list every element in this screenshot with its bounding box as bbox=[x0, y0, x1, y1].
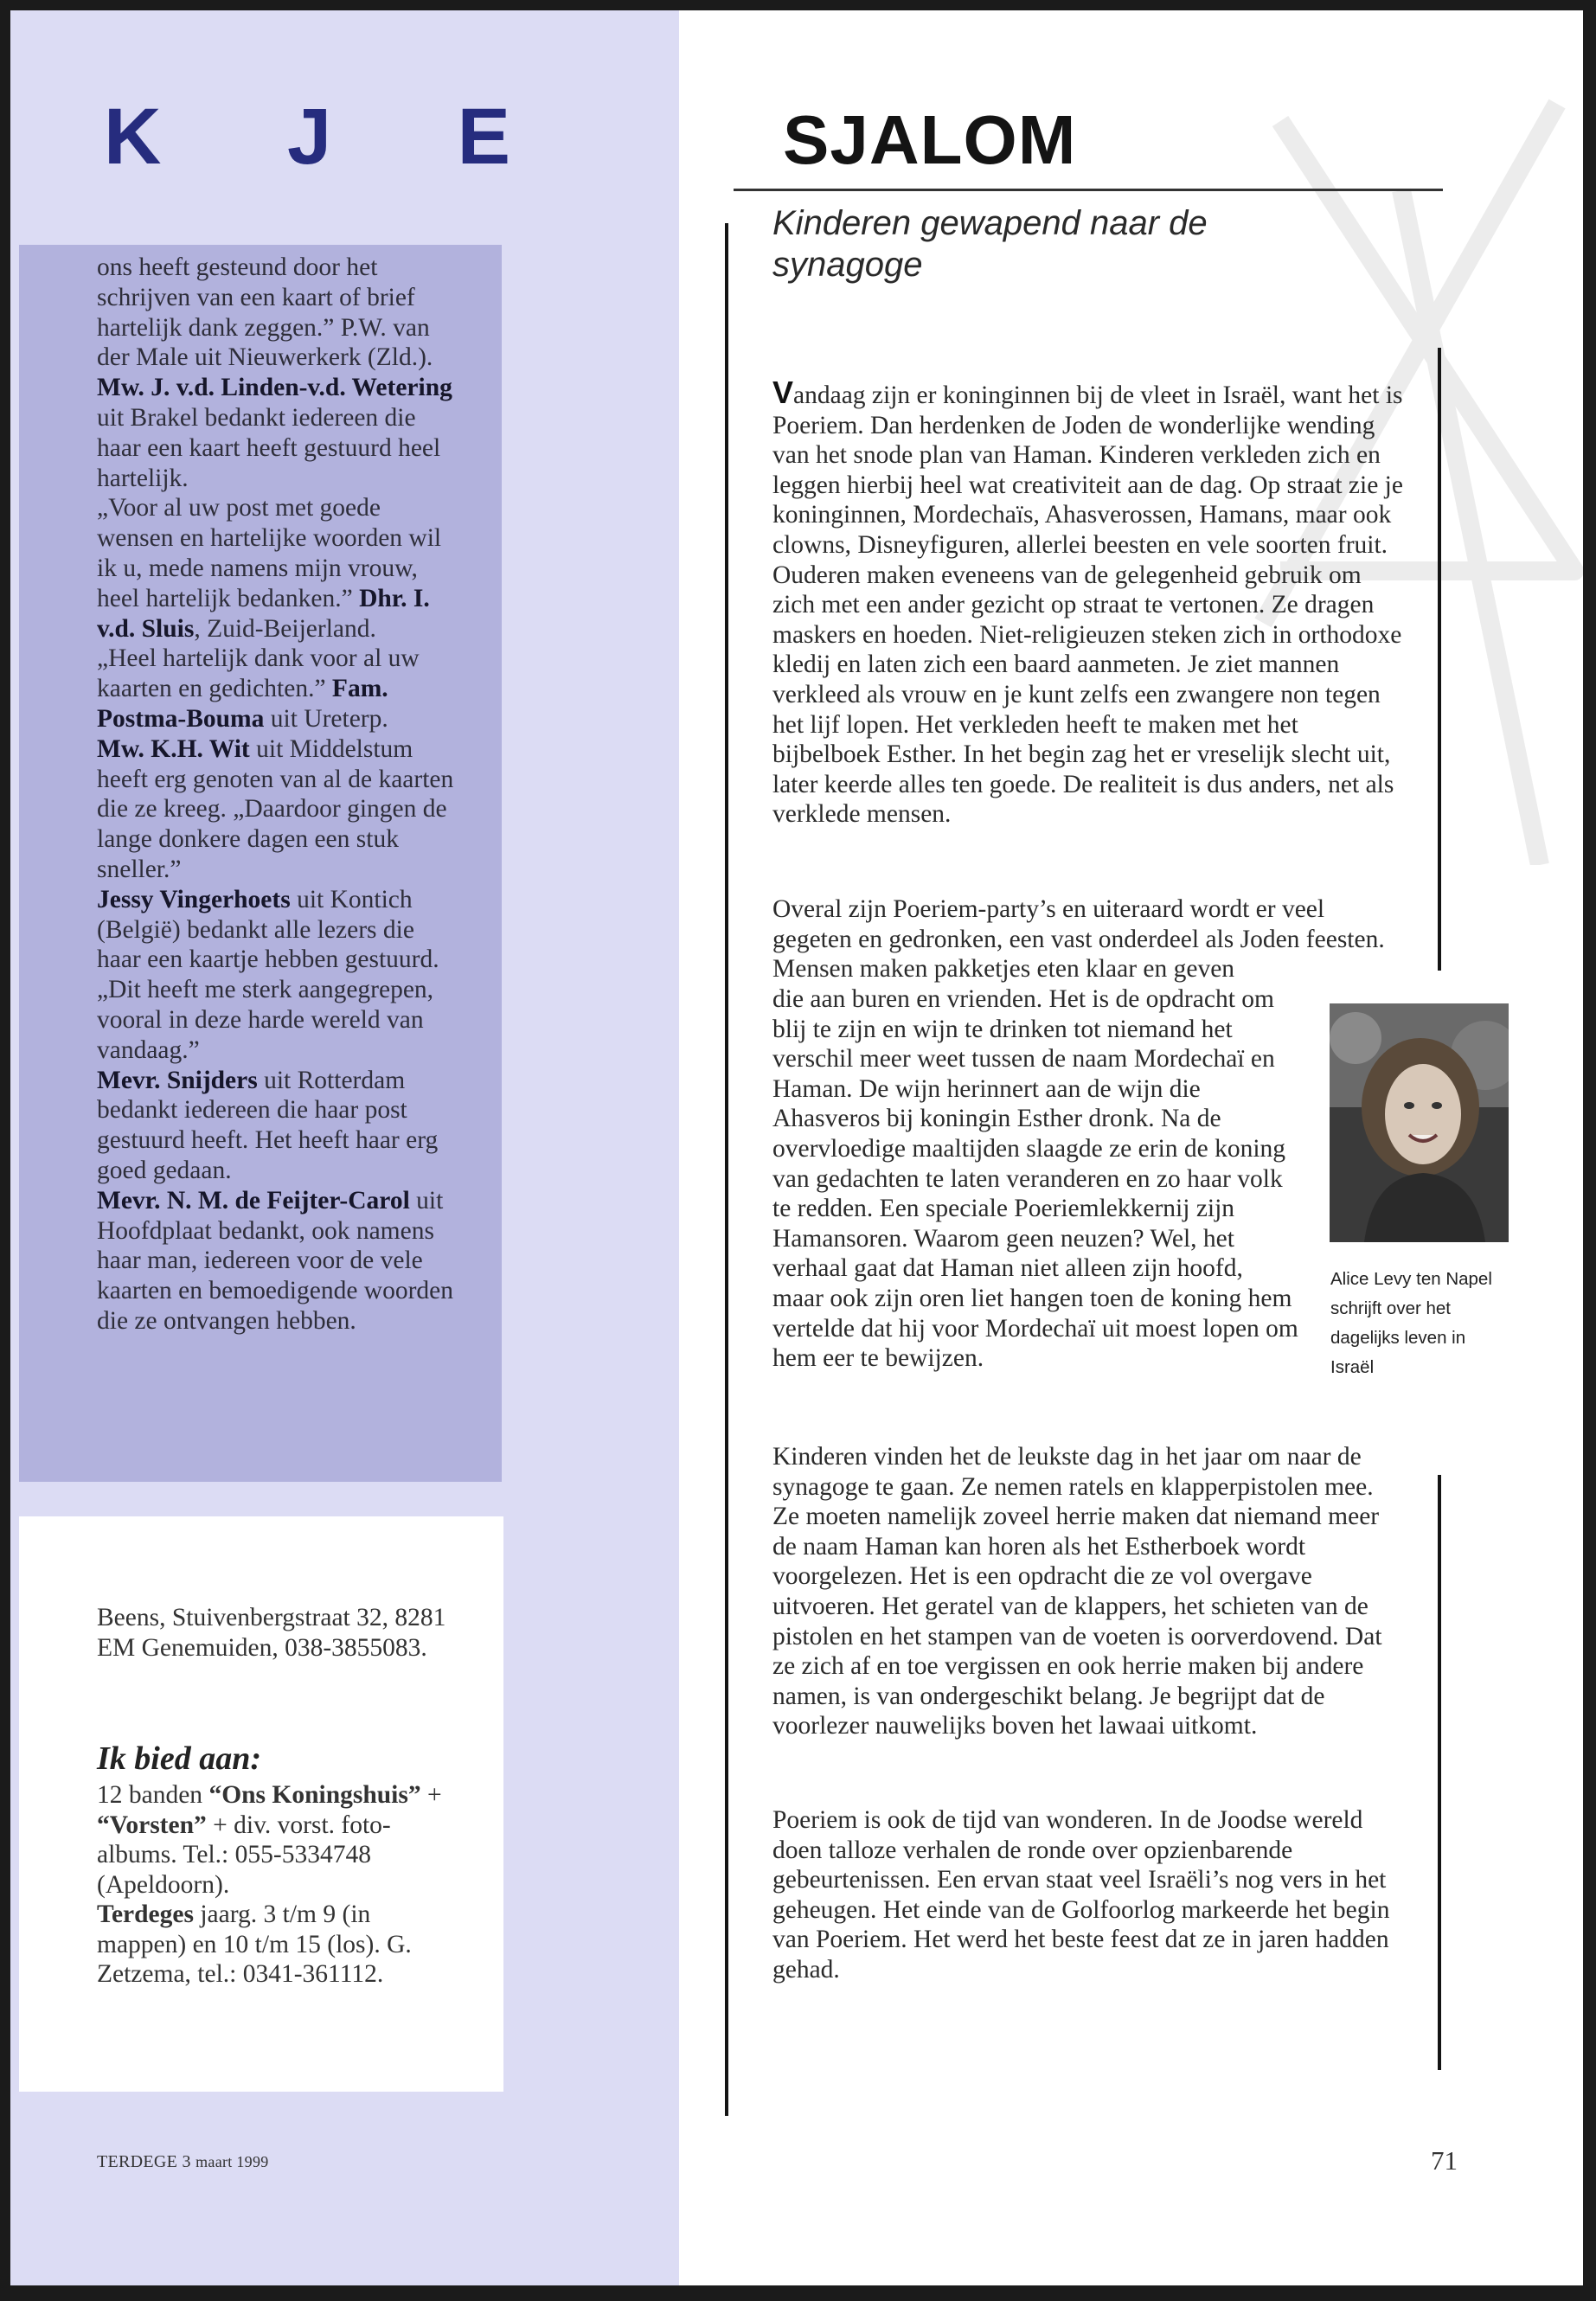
thanks-name: Mevr. Snijders bbox=[97, 1066, 258, 1094]
logo-letter-k: K bbox=[104, 93, 162, 181]
page-edge-right bbox=[1583, 0, 1596, 2301]
classified-address: Beens, Stuivenbergstraat 32, 8281 EM Genemuiden, 038-3855083. bbox=[97, 1604, 446, 1662]
title-rule bbox=[734, 189, 1443, 191]
photo-caption: Alice Levy ten Napel schrijft over het dagelijks leven in Israël bbox=[1330, 1269, 1492, 1377]
thanks-name: Fam. Postma-Bouma bbox=[97, 675, 388, 733]
article-title: SJALOM bbox=[783, 101, 1077, 178]
page-edge-top bbox=[0, 0, 1596, 10]
thanks-entry: Mw. J. v.d. Linden-v.d. Wetering uit Brakel bedankt iedereen die haar een kaart heeft gestuurd heel hartelijk. bbox=[97, 374, 452, 492]
column-rule-left bbox=[725, 223, 728, 2116]
footer-issue: TERDEGE 3 maart 1999 bbox=[97, 2152, 269, 2171]
author-photo bbox=[1330, 1003, 1509, 1242]
thanks-name: Jessy Vingerhoets bbox=[97, 885, 291, 913]
thanks-name: Mw. K.H. Wit bbox=[97, 734, 250, 763]
page-number: 71 bbox=[1431, 2145, 1458, 2176]
logo-letter-e: E bbox=[457, 93, 510, 181]
column-rule-right-upper bbox=[1438, 348, 1441, 971]
thanks-name: Dhr. I. v.d. Sluis bbox=[97, 584, 430, 643]
page-edge-left bbox=[0, 0, 10, 2301]
thanks-text bbox=[97, 253, 460, 1336]
article-subtitle: Kinderen gewapend naar de synagoge bbox=[772, 204, 1208, 284]
thanks-entry: „Heel hartelijk dank voor al uw kaarten en gedichten.” Fam. Postma-Bouma uit Ureterp. bbox=[97, 644, 420, 733]
article-paragraph: Vandaag zijn er koninginnen bij de vleet in Israël, want het is Poeriem. Dan herdenken de Joden de wonderlijke wending van het snode plan van Haman. Kinderen verkleden zich en leggen hierbij heel wat creativiteit aan de dag. Op straat zie je koninginnen, Mordechaïs, Ahasverossen, Hamans, maar ook clowns, Disneyfiguren, allerlei beesten en vele soorten fruit. Ouderen maken eveneens van de gelegenheid gebruik om zich met een ander gezicht op straat te vertonen. Ze dragen maskers en hoeden. Niet-religieuzen steken zich in orthodoxe kledij en laten zich een baard aanmeten. Je ziet mannen verkleed als vrouw en je kunt zelfs een zwangere non tegen het lijf lopen. Het verkleden heeft te maken met het bijbelboek Esther. In het begin zag het er vreselijk slecht uit, later keerde alles ten goede. De realiteit is dus anders, net als verklede mensen. bbox=[772, 375, 1403, 829]
article-paragraph: Overal zijn Poeriem-party’s en uiteraard wordt er veel gegeten en gedronken, een vast onderdeel als Joden feesten. Mensen maken pakketjes eten klaar en geven bbox=[772, 895, 1385, 984]
article-paragraph: Poeriem is ook de tijd van wonderen. In de Joodse wereld doen talloze verhalen de ronde over opzienbarende gebeurtenissen. Een ervan staat veel Israëli’s nog vers in het geheugen. Het einde van de Golfoorlog markeerde het begin van Poeriem. Het werd het beste feest dat ze in jaren hadden gehad. bbox=[772, 1806, 1390, 1984]
thanks-entry: Mw. K.H. Wit uit Middelstum heeft erg genoten van al de kaarten die ze kreeg. „Daardoor gingen de lange donkere dagen een stuk sneller.” bbox=[97, 734, 454, 883]
thanks-entry: Jessy Vingerhoets uit Kontich (België) bedankt alle lezers die haar een kaartje hebben gestuurd. „Dit heeft me sterk aangegrepen, vooral in deze harde wereld van vandaag.” bbox=[97, 885, 439, 1064]
thanks-entry: Mevr. N. M. de Feijter-Carol uit Hoofdplaat bedankt, ook namens haar man, iedereen voor de vele kaarten en bemoedigende woorden die ze ontvangen hebben. bbox=[97, 1186, 454, 1335]
thanks-entry: „Voor al uw post met goede wensen en hartelijke woorden wil ik u, mede namens mijn vrouw, heel hartelijk bedanken.” Dhr. I. v.d. Sluis, Zuid-Beijerland. bbox=[97, 494, 442, 643]
dropcap: V bbox=[772, 375, 794, 410]
section-logo bbox=[104, 93, 510, 181]
classified-offer: 12 banden “Ons Koningshuis” + “Vorsten” + div. vorst. foto-albums. Tel.: 055-5334748 (Apeldoorn). Terdeges jaarg. 3 t/m 9 (in mappen) en 10 t/m 15 (los). G. Zetzema, tel.: 0341-361112. bbox=[97, 1781, 442, 1988]
thanks-name: Mevr. N. M. de Feijter-Carol bbox=[97, 1186, 410, 1215]
thanks-entry: ons heeft gesteund door het schrijven van een kaart of brief hartelijk dank zeggen.” P.W. van der Male uit Nieuwerkerk (Zld.). bbox=[97, 253, 433, 372]
thanks-name: Mw. J. v.d. Linden-v.d. Wetering bbox=[97, 374, 452, 402]
column-rule-right-lower bbox=[1438, 1475, 1441, 2070]
article-paragraph-continued: die aan buren en vrienden. Het is de opdracht om blij te zijn en wijn te drinken tot niemand het verschil meer weet tussen de naam Mordechaï en Haman. De wijn herinnert aan de wijn die Ahasveros bij koningin Esther dronk. Na de overvloedige maaltijden slaagde ze erin de koning van gedachten te laten veranderen en zo haar volk te redden. Een speciale Poeriemlekkernij zijn Hamansoren. Waarom geen neuzen? Wel, het verhaal gaat dat Haman niet alleen zijn hoofd, maar ook zijn oren liet hangen toen de koning hem vertelde dat hij voor Mordechaï uit moest lopen om hem eer te bewijzen. bbox=[772, 985, 1298, 1373]
thanks-entry: Mevr. Snijders uit Rotterdam bedankt iedereen die haar post gestuurd heeft. Het heeft haar erg goed gedaan. bbox=[97, 1066, 439, 1184]
article-paragraph: Kinderen vinden het de leukste dag in het jaar om naar de synagoge te gaan. Ze nemen ratels en klapperpistolen mee. Ze moeten namelijk zoveel herrie maken dat niemand meer de naam Haman kan horen als het Estherboek wordt voorgelezen. Het is een opdracht die ze vol overgave uitvoeren. Het geratel van de klappers, het schieten van de pistolen en het stampen van de voeten is oorverdovend. Dat ze zich af en toe vergissen en ook herrie maken bij andere namen, is van ondergeschikt belang. Je begrijpt dat de voorlezer nauwelijks boven het lawaai uitkomt. bbox=[772, 1443, 1382, 1740]
classified-heading: Ik bied aan: bbox=[97, 1740, 261, 1777]
page-edge-bottom bbox=[0, 2285, 1596, 2301]
logo-letter-j: J bbox=[286, 93, 332, 181]
